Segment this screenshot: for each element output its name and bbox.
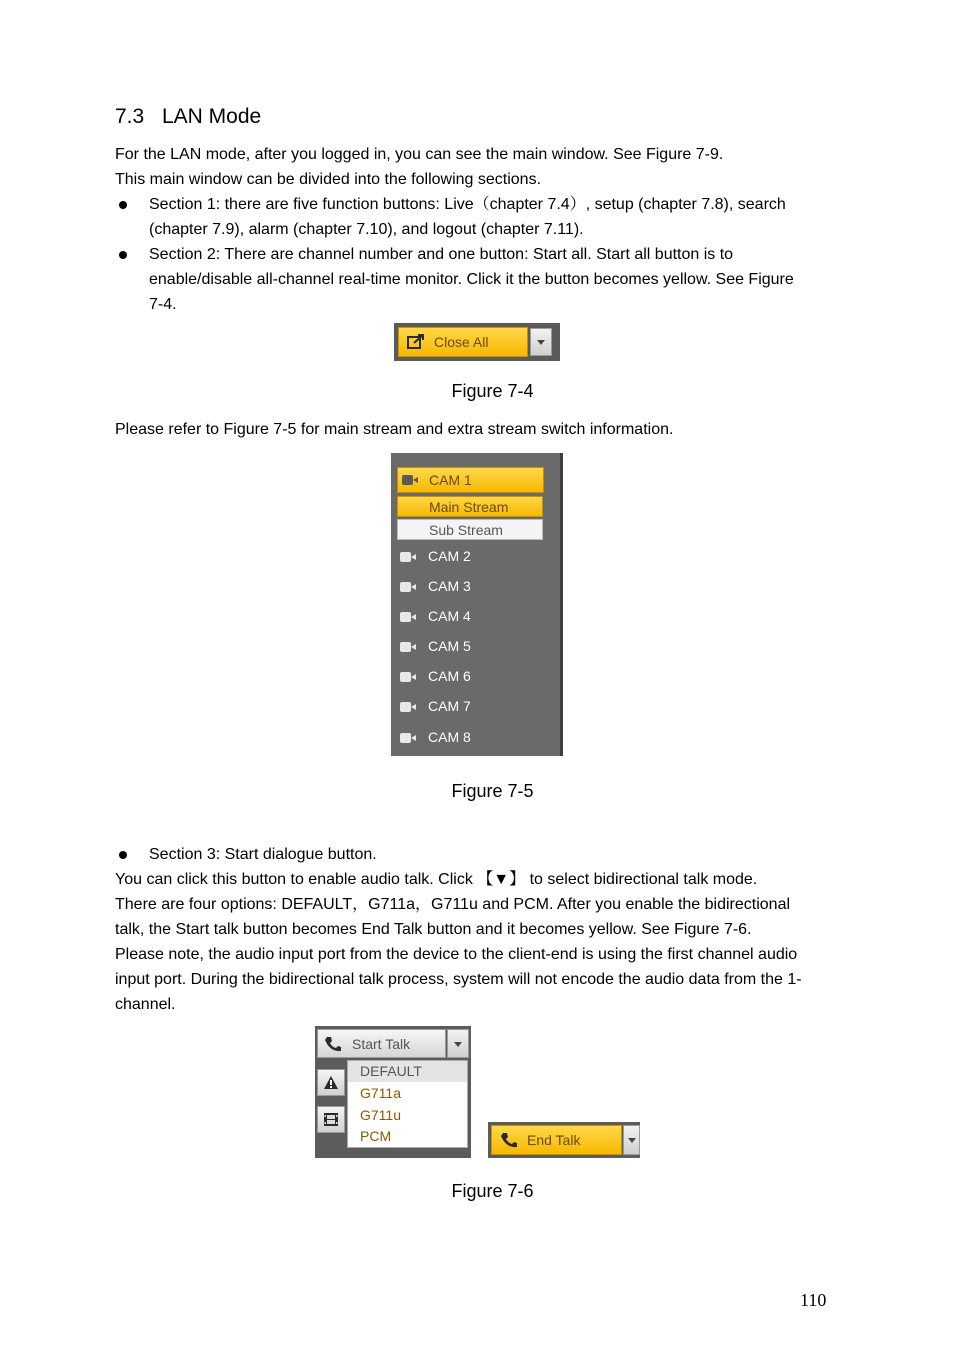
section3-line-4: Please note, the audio input port from the device to the client-end is using the first channel audio bbox=[115, 946, 798, 963]
chevron-down-icon bbox=[537, 340, 545, 345]
cam-3-item[interactable] bbox=[397, 577, 547, 597]
menu-item-pcm[interactable]: PCM bbox=[360, 1128, 392, 1144]
phone-icon bbox=[324, 1036, 342, 1052]
section-number: 7.3 bbox=[115, 105, 145, 128]
close-all-dropdown-button[interactable] bbox=[530, 328, 552, 356]
camera-icon bbox=[400, 612, 416, 622]
end-talk-label: End Talk bbox=[527, 1132, 581, 1148]
section3-line-3: talk, the Start talk button becomes End Talk button and it becomes yellow. See Figure 7-6. bbox=[115, 921, 752, 938]
close-all-button[interactable] bbox=[398, 327, 528, 357]
section3-line-1: You can click this button to enable audio talk. Click 【▼】 to select bidirectional talk mode. bbox=[115, 871, 758, 888]
bullet-text: Section 1: there are five function buttons: Live（chapter 7.4）, setup (chapter 7.8), search bbox=[149, 196, 786, 213]
camera-icon bbox=[400, 642, 416, 652]
figure-7-6-start-talk bbox=[315, 1026, 471, 1158]
section3-line-5: input port. During the bidirectional talk process, system will not encode the audio data from the 1- bbox=[115, 971, 802, 988]
cam-label: CAM 6 bbox=[428, 668, 471, 684]
section3-line-2: There are four options: DEFAULT，G711a，G711u and PCM. After you enable the bidirectional bbox=[115, 896, 791, 913]
bullet-text: (chapter 7.9), alarm (chapter 7.10), and logout (chapter 7.11). bbox=[149, 221, 584, 238]
start-talk-label: Start Talk bbox=[352, 1036, 411, 1052]
cam-8-item[interactable] bbox=[397, 728, 547, 748]
camera-icon bbox=[402, 475, 418, 485]
bullet-text: enable/disable all-channel real-time monitor. Click it the button becomes yellow. See Figure bbox=[149, 271, 794, 288]
menu-item-default[interactable]: DEFAULT bbox=[360, 1063, 422, 1079]
page-number: 110 bbox=[800, 1290, 827, 1310]
cam-5-item[interactable] bbox=[397, 637, 547, 657]
end-talk-button[interactable] bbox=[491, 1125, 622, 1155]
start-talk-button[interactable] bbox=[317, 1029, 446, 1058]
cam-label: CAM 1 bbox=[429, 472, 472, 488]
alarm-side-button[interactable] bbox=[317, 1069, 345, 1096]
refer-text: Please refer to Figure 7-5 for main stream and extra stream switch information. bbox=[115, 421, 674, 438]
camera-icon bbox=[400, 672, 416, 682]
bullet-dot bbox=[119, 201, 127, 209]
cam-label: CAM 4 bbox=[428, 608, 471, 624]
bullet-text: Section 2: There are channel number and one button: Start all. Start all button is to bbox=[149, 246, 734, 263]
end-talk-dropdown-button[interactable] bbox=[623, 1125, 640, 1155]
sub-stream-option[interactable] bbox=[397, 519, 543, 540]
menu-item-g711a[interactable]: G711a bbox=[360, 1085, 401, 1101]
section-title: LAN Mode bbox=[162, 105, 262, 128]
main-stream-label: Main Stream bbox=[429, 499, 509, 515]
intro-line-1: For the LAN mode, after you logged in, you can see the main window. See Figure 7-9. bbox=[115, 146, 724, 163]
talk-mode-dropdown-button[interactable] bbox=[447, 1029, 469, 1058]
camera-icon bbox=[400, 582, 416, 592]
camera-icon bbox=[400, 552, 416, 562]
figure-7-6-end-talk bbox=[488, 1122, 640, 1158]
close-all-label: Close All bbox=[434, 334, 489, 350]
cam-label: CAM 3 bbox=[428, 578, 471, 594]
camera-icon bbox=[400, 733, 416, 743]
record-side-button[interactable] bbox=[317, 1106, 345, 1133]
sub-stream-label: Sub Stream bbox=[429, 522, 503, 538]
cam-label: CAM 5 bbox=[428, 638, 471, 654]
bullet-dot bbox=[119, 851, 127, 859]
close-all-icon bbox=[407, 334, 425, 350]
cam-label: CAM 7 bbox=[428, 698, 471, 714]
section-heading bbox=[115, 105, 261, 129]
intro-line-2: This main window can be divided into the following sections. bbox=[115, 171, 542, 188]
main-stream-option[interactable] bbox=[397, 496, 543, 517]
figure-7-4-close-all bbox=[394, 323, 560, 361]
figure-7-5-cam-list bbox=[391, 453, 563, 756]
chevron-down-icon bbox=[454, 1042, 462, 1047]
cam-1-item-selected[interactable] bbox=[397, 467, 544, 493]
bullet-text: 7-4. bbox=[149, 296, 177, 313]
bullet-dot bbox=[119, 251, 127, 259]
talk-mode-menu bbox=[347, 1060, 468, 1148]
film-icon bbox=[323, 1112, 339, 1127]
bullet-text: Section 3: Start dialogue button. bbox=[149, 846, 377, 863]
phone-icon bbox=[500, 1132, 518, 1148]
figure-caption: Figure 7-5 bbox=[451, 781, 534, 801]
section3-line-6: channel. bbox=[115, 996, 176, 1013]
cam-7-item[interactable] bbox=[397, 697, 547, 717]
cam-label: CAM 8 bbox=[428, 729, 471, 745]
figure-caption: Figure 7-4 bbox=[451, 381, 534, 401]
chevron-down-icon bbox=[628, 1138, 636, 1143]
figure-caption: Figure 7-6 bbox=[451, 1181, 534, 1201]
menu-item-g711u[interactable]: G711u bbox=[360, 1107, 401, 1123]
camera-icon bbox=[400, 702, 416, 712]
warning-icon bbox=[323, 1075, 339, 1090]
cam-4-item[interactable] bbox=[397, 607, 547, 627]
cam-6-item[interactable] bbox=[397, 667, 547, 687]
cam-label: CAM 2 bbox=[428, 548, 471, 564]
cam-2-item[interactable] bbox=[397, 547, 547, 567]
